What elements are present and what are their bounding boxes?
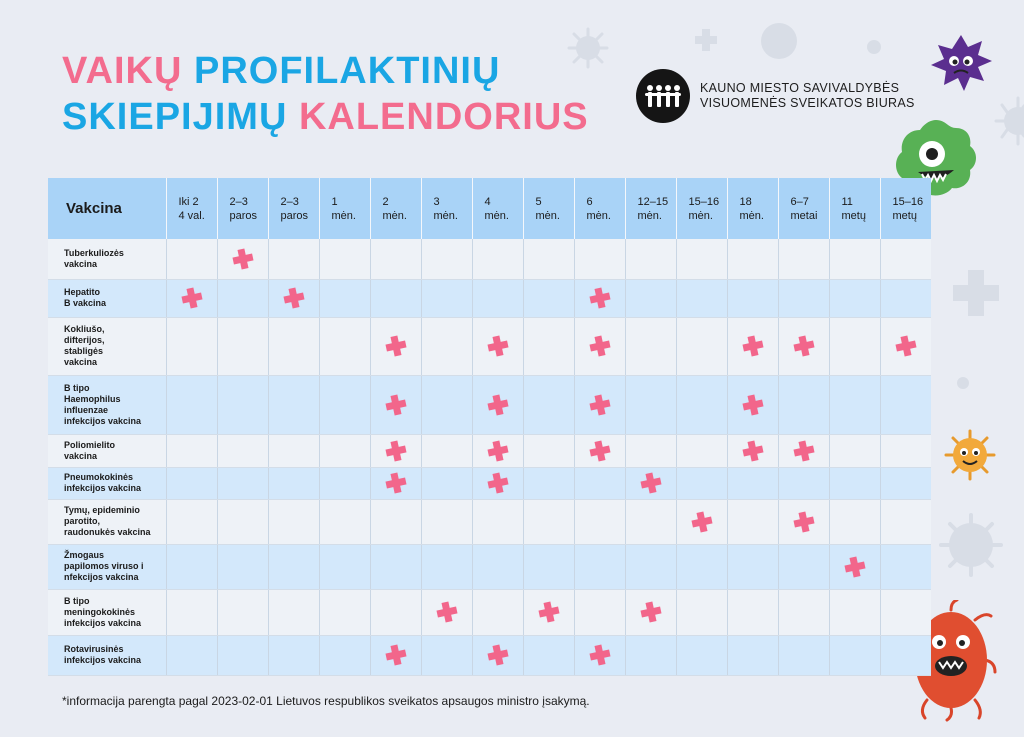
schedule-cell: [676, 544, 727, 589]
schedule-cell: [370, 375, 421, 434]
schedule-cell: [523, 499, 574, 544]
schedule-cell: [880, 635, 931, 675]
schedule-cell: [778, 467, 829, 499]
cross-icon: [793, 335, 815, 357]
schedule-cell: [268, 589, 319, 635]
schedule-cell: [778, 434, 829, 467]
cross-icon: [487, 394, 509, 416]
gray-dot-small-icon: [956, 376, 970, 390]
schedule-cell: [727, 499, 778, 544]
schedule-cell: [268, 317, 319, 375]
schedule-cell: [676, 239, 727, 279]
column-header-line: Iki 2: [178, 195, 199, 208]
cross-icon: [895, 335, 917, 357]
column-header-age: [421, 178, 472, 239]
column-header-line: 11: [841, 195, 853, 208]
schedule-cell: [727, 635, 778, 675]
vaccine-name-line: Tymų, epideminio: [64, 505, 140, 515]
schedule-cell: [625, 434, 676, 467]
schedule-cell: [625, 467, 676, 499]
column-header-line: mėn.: [637, 209, 662, 222]
schedule-cell: [880, 375, 931, 434]
cross-icon: [742, 335, 764, 357]
table-row: [48, 635, 931, 675]
schedule-cell: [829, 434, 880, 467]
org-name-line-2: VISUOMENĖS SVEIKATOS BIURAS: [700, 96, 915, 110]
schedule-cell: [727, 589, 778, 635]
schedule-cell: [472, 589, 523, 635]
schedule-cell: [472, 434, 523, 467]
schedule-cell: [217, 467, 268, 499]
schedule-cell: [166, 589, 217, 635]
schedule-cell: [523, 317, 574, 375]
schedule-cell: [166, 544, 217, 589]
vaccine-name-line: Haemophilus: [64, 393, 121, 404]
schedule-cell: [778, 317, 829, 375]
schedule-cell: [523, 635, 574, 675]
schedule-cell: [523, 434, 574, 467]
gray-virus-icon: [567, 27, 609, 69]
schedule-cell: [625, 375, 676, 434]
schedule-cell: [880, 279, 931, 317]
schedule-cell: [778, 375, 829, 434]
schedule-cell: [319, 375, 370, 434]
schedule-cell: [268, 375, 319, 434]
schedule-cell: [472, 544, 523, 589]
schedule-cell: [421, 544, 472, 589]
cross-icon: [640, 472, 662, 494]
column-header-line: mėn.: [484, 209, 509, 222]
schedule-cell: [829, 375, 880, 434]
schedule-cell: [472, 279, 523, 317]
schedule-cell: [217, 499, 268, 544]
people-logo-icon: [636, 69, 690, 123]
schedule-cell: [676, 635, 727, 675]
table-row: [48, 375, 931, 434]
schedule-cell: [370, 499, 421, 544]
schedule-cell: [217, 434, 268, 467]
schedule-cell: [727, 279, 778, 317]
vaccine-name-cell: [48, 589, 166, 635]
table-header-row: [48, 178, 931, 239]
table-row: [48, 467, 931, 499]
schedule-cell: [727, 317, 778, 375]
schedule-cell: [778, 589, 829, 635]
schedule-cell: [676, 434, 727, 467]
cross-icon: [793, 440, 815, 462]
title-word-4: KALENDORIUS: [298, 96, 589, 138]
schedule-cell: [319, 589, 370, 635]
schedule-cell: [523, 239, 574, 279]
schedule-cell: [625, 279, 676, 317]
schedule-cell: [625, 317, 676, 375]
vaccine-name-line: B tipo: [64, 595, 90, 606]
schedule-cell: [166, 635, 217, 675]
column-header-age: [319, 178, 370, 239]
gray-cross-large-icon: [951, 268, 1001, 318]
schedule-cell: [880, 589, 931, 635]
schedule-cell: [574, 279, 625, 317]
vaccine-name-line: infekcijos vakcina: [64, 415, 142, 426]
schedule-cell: [268, 467, 319, 499]
cross-icon: [487, 644, 509, 666]
column-header-age: [829, 178, 880, 239]
schedule-cell: [472, 635, 523, 675]
vaccine-name-cell: [48, 317, 166, 375]
column-header-line: mėn.: [331, 209, 356, 222]
column-header-age: [574, 178, 625, 239]
vaccine-name-line: infekcijos vakcina: [64, 483, 142, 493]
vaccine-name-line: Poliomielito: [64, 439, 116, 450]
schedule-cell: [370, 317, 421, 375]
gray-virus-icon: [938, 512, 1004, 578]
schedule-cell: [472, 239, 523, 279]
schedule-cell: [676, 279, 727, 317]
schedule-cell: [778, 544, 829, 589]
schedule-cell: [421, 635, 472, 675]
schedule-cell: [574, 499, 625, 544]
org-name-line-1: KAUNO MIESTO SAVIVALDYBĖS: [700, 81, 900, 95]
cross-icon: [487, 335, 509, 357]
schedule-cell: [676, 317, 727, 375]
schedule-cell: [217, 279, 268, 317]
vaccination-calendar-table: [48, 178, 931, 676]
column-header-age: [676, 178, 727, 239]
column-header-line: mėn.: [688, 209, 713, 222]
schedule-cell: [472, 499, 523, 544]
schedule-cell: [727, 239, 778, 279]
schedule-cell: [676, 375, 727, 434]
schedule-cell: [880, 499, 931, 544]
vaccine-name-line: Pneumokokinės: [64, 472, 134, 482]
column-header-line: 4: [484, 195, 491, 208]
schedule-cell: [778, 279, 829, 317]
schedule-cell: [574, 589, 625, 635]
schedule-cell: [217, 589, 268, 635]
schedule-cell: [166, 467, 217, 499]
schedule-cell: [421, 589, 472, 635]
cross-icon: [589, 394, 611, 416]
vaccine-name-line: meningokokinės: [64, 606, 136, 617]
schedule-cell: [676, 589, 727, 635]
column-header-age: [523, 178, 574, 239]
schedule-cell: [574, 375, 625, 434]
schedule-cell: [574, 544, 625, 589]
vaccine-name-line: parotito,: [64, 516, 100, 526]
schedule-cell: [319, 467, 370, 499]
column-header-vaccine: Vakcina: [48, 178, 166, 239]
schedule-cell: [625, 544, 676, 589]
schedule-cell: [625, 589, 676, 635]
schedule-cell: [268, 635, 319, 675]
cross-icon: [181, 287, 203, 309]
column-header-line: mėn.: [739, 209, 764, 222]
vaccine-name-line: Rotavirusinės: [64, 644, 124, 654]
vaccine-name-line: B vakcina: [64, 298, 107, 308]
schedule-cell: [574, 317, 625, 375]
schedule-cell: [217, 239, 268, 279]
gray-virus-edge-icon: [994, 96, 1024, 146]
schedule-cell: [319, 317, 370, 375]
page-title: [62, 48, 589, 140]
vaccine-name-line: nfekcijos vakcina: [64, 572, 139, 582]
schedule-cell: [727, 375, 778, 434]
column-header-line: 6–7: [790, 195, 809, 208]
schedule-cell: [370, 635, 421, 675]
table-row: [48, 544, 931, 589]
column-header-line: 6: [586, 195, 593, 208]
schedule-cell: [217, 375, 268, 434]
schedule-cell: [523, 279, 574, 317]
schedule-cell: [217, 544, 268, 589]
cross-icon: [589, 335, 611, 357]
vaccine-name-line: vakcina: [64, 357, 98, 367]
schedule-cell: [727, 467, 778, 499]
schedule-cell: [370, 239, 421, 279]
schedule-cell: [625, 499, 676, 544]
schedule-cell: [880, 317, 931, 375]
column-header-line: mėn.: [586, 209, 611, 222]
schedule-cell: [217, 635, 268, 675]
schedule-cell: [472, 467, 523, 499]
schedule-cell: [421, 317, 472, 375]
vaccine-name-line: B tipo: [64, 382, 90, 393]
schedule-cell: [625, 239, 676, 279]
schedule-cell: [421, 375, 472, 434]
cross-icon: [844, 556, 866, 578]
schedule-cell: [268, 544, 319, 589]
column-header-line: 5: [535, 195, 542, 208]
schedule-cell: [574, 239, 625, 279]
table-row: [48, 279, 931, 317]
schedule-cell: [880, 239, 931, 279]
purple-virus-icon: [928, 33, 994, 93]
schedule-cell: [370, 434, 421, 467]
cross-icon: [385, 335, 407, 357]
column-header-age: [370, 178, 421, 239]
vaccine-name-cell: [48, 499, 166, 544]
schedule-cell: [829, 317, 880, 375]
schedule-cell: [421, 239, 472, 279]
vaccine-name-line: vakcina: [64, 258, 98, 269]
schedule-cell: [829, 279, 880, 317]
vaccine-name-cell: [48, 375, 166, 434]
table-row: [48, 317, 931, 375]
cross-icon: [232, 248, 254, 270]
cross-icon: [742, 440, 764, 462]
cross-icon: [589, 644, 611, 666]
schedule-cell: [778, 499, 829, 544]
schedule-cell: [727, 434, 778, 467]
column-header-age: [727, 178, 778, 239]
schedule-cell: [676, 499, 727, 544]
cross-icon: [385, 644, 407, 666]
cross-icon: [742, 394, 764, 416]
column-header-line: mėn.: [433, 209, 458, 222]
schedule-cell: [370, 589, 421, 635]
schedule-cell: [727, 544, 778, 589]
title-word-3: SKIEPIJIMŲ: [62, 96, 288, 138]
schedule-cell: [574, 434, 625, 467]
schedule-cell: [829, 467, 880, 499]
schedule-cell: [166, 239, 217, 279]
schedule-cell: [574, 635, 625, 675]
vaccine-name-line: Žmogaus: [64, 550, 105, 560]
schedule-cell: [166, 375, 217, 434]
cross-icon: [589, 287, 611, 309]
vaccine-name-line: stabligės: [64, 346, 104, 356]
schedule-cell: [421, 467, 472, 499]
column-header-line: metų: [892, 209, 917, 222]
schedule-cell: [880, 434, 931, 467]
column-header-age: [625, 178, 676, 239]
schedule-cell: [523, 589, 574, 635]
vaccine-name-line: Hepatito: [64, 287, 100, 297]
table-row: [48, 589, 931, 635]
schedule-cell: [268, 239, 319, 279]
schedule-cell: [370, 279, 421, 317]
vaccine-name-line: raudonukės vakcina: [64, 527, 151, 537]
column-header-age: [778, 178, 829, 239]
cross-icon: [283, 287, 305, 309]
schedule-cell: [268, 499, 319, 544]
column-header-line: 15–16: [688, 195, 720, 208]
gray-dot-icon: [760, 22, 798, 60]
table-row: [48, 239, 931, 279]
schedule-cell: [166, 279, 217, 317]
column-header-line: paros: [229, 209, 258, 222]
column-header-line: 2: [382, 195, 389, 208]
schedule-cell: [880, 467, 931, 499]
column-header-line: 1: [331, 195, 338, 208]
column-header-line: mėn.: [382, 209, 407, 222]
column-header-line: 2–3: [280, 195, 299, 208]
schedule-cell: [829, 544, 880, 589]
column-header-line: 3: [433, 195, 440, 208]
schedule-cell: [319, 499, 370, 544]
schedule-cell: [829, 499, 880, 544]
schedule-cell: [370, 544, 421, 589]
column-header-line: 15–16: [892, 195, 924, 208]
schedule-cell: [268, 279, 319, 317]
schedule-cell: [217, 317, 268, 375]
schedule-cell: [829, 589, 880, 635]
cross-icon: [385, 394, 407, 416]
organization-block: [636, 69, 915, 123]
cross-icon: [487, 440, 509, 462]
schedule-cell: [829, 635, 880, 675]
column-header-line: metų: [841, 209, 866, 222]
column-header-line: 18: [739, 195, 752, 208]
vaccine-name-cell: [48, 544, 166, 589]
column-header-age: [166, 178, 217, 239]
column-header-line: 4 val.: [178, 209, 205, 222]
title-word-2: PROFILAKTINIŲ: [193, 50, 501, 92]
schedule-cell: [472, 375, 523, 434]
schedule-cell: [676, 467, 727, 499]
column-header-line: mėn.: [535, 209, 560, 222]
vaccine-name-line: Tuberkuliozės: [64, 247, 124, 258]
schedule-cell: [166, 317, 217, 375]
column-header-age: [472, 178, 523, 239]
schedule-cell: [268, 434, 319, 467]
column-header-line: metai: [790, 209, 818, 222]
vaccine-name-line: vakcina: [64, 450, 98, 461]
schedule-cell: [319, 544, 370, 589]
footnote: *informacija parengta pagal 2023-02-01 Lietuvos respublikos sveikatos apsaugos ministro įsakymą.: [62, 694, 590, 708]
schedule-cell: [523, 467, 574, 499]
vaccine-name-cell: [48, 239, 166, 279]
vaccine-name-cell: [48, 279, 166, 317]
schedule-cell: [421, 279, 472, 317]
schedule-cell: [574, 467, 625, 499]
schedule-cell: [370, 467, 421, 499]
cross-icon: [640, 601, 662, 623]
column-header-age: [217, 178, 268, 239]
cross-icon: [691, 511, 713, 533]
cross-icon: [385, 472, 407, 494]
table-row: [48, 499, 931, 544]
vaccine-name-line: Kokliušo,: [64, 324, 105, 334]
schedule-cell: [166, 434, 217, 467]
vaccine-name-cell: [48, 635, 166, 675]
schedule-cell: [166, 499, 217, 544]
schedule-cell: [421, 434, 472, 467]
column-header-age: [880, 178, 931, 239]
vaccine-name-cell: [48, 434, 166, 467]
column-header-line: 12–15: [637, 195, 669, 208]
orange-virus-icon: [943, 428, 997, 482]
column-header-line: paros: [280, 209, 309, 222]
schedule-cell: [421, 499, 472, 544]
schedule-cell: [778, 239, 829, 279]
table-row: [48, 434, 931, 467]
vaccine-name-line: papilomos viruso i: [64, 561, 144, 571]
schedule-cell: [472, 317, 523, 375]
cross-icon: [487, 472, 509, 494]
schedule-cell: [319, 279, 370, 317]
cross-icon: [589, 440, 611, 462]
vaccine-name-cell: [48, 467, 166, 499]
schedule-cell: [319, 239, 370, 279]
schedule-cell: [319, 635, 370, 675]
cross-icon: [385, 440, 407, 462]
column-header-line: 2–3: [229, 195, 248, 208]
cross-icon: [793, 511, 815, 533]
schedule-cell: [523, 544, 574, 589]
schedule-cell: [880, 544, 931, 589]
schedule-cell: [778, 635, 829, 675]
vaccine-name-line: difterijos,: [64, 335, 105, 345]
vaccine-name-line: infekcijos vakcina: [64, 655, 142, 665]
schedule-cell: [523, 375, 574, 434]
cross-icon: [436, 601, 458, 623]
cross-icon: [538, 601, 560, 623]
schedule-cell: [319, 434, 370, 467]
title-word-1: VAIKŲ: [62, 50, 183, 92]
gray-cross-icon: [694, 28, 718, 52]
vaccine-name-line: influenzae: [64, 404, 109, 415]
column-header-age: [268, 178, 319, 239]
vaccine-name-line: infekcijos vakcina: [64, 617, 142, 628]
gray-dot-small-icon: [866, 39, 882, 55]
schedule-cell: [625, 635, 676, 675]
schedule-cell: [829, 239, 880, 279]
